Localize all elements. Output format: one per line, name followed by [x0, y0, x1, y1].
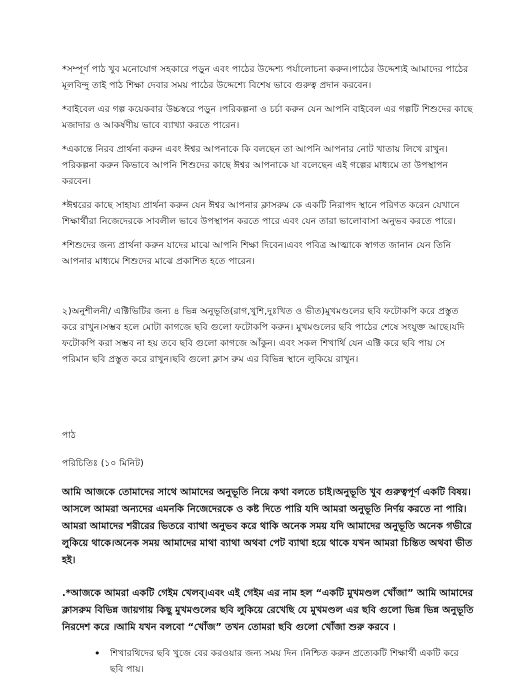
- prep-paragraph-5: *শিশুদের জন্য প্রার্থনা করুন যাদের মাঝে আপনি শিক্ষা দিবেন।এবং পবিত্র আত্মাকে স্বাগত জানান যেন তিনি আপনার মাধ্যমে শিশুদের মাঝে প্রকাশিত হতে পারেন।: [62, 240, 452, 267]
- prep-paragraph-1: *সম্পূর্ণ পাঠ খুব মনোযোগ সহকারে পড়ুন এবং পাঠের উদ্দেশ্য পর্যালোচনা করুন।পাঠের উদ্দেশ্যই আমাদের পাঠের মূলবিন্দু তাই পাঠ শিক্ষা দেবার সময় পাঠের উদ্দেশ্যে বিশেষ ভাবে গুরুত্ব প্রদান করবেন।: [62, 64, 469, 91]
- prep-paragraph-4: *ঈশ্বরের কাছে সাহায্য প্রার্থনা করুন যেন ঈশ্বর আপনার ক্লাসরুম কে একটি নিরাপদ স্থানে পরিণত করেন যেখানে শিক্ষার্থীরা নিজেদেরকে সাবলীল ভাবে উপস্থাপন করতে পারে এবং যেন তারা ভালোবাসা অনুভব করতে পারে।: [62, 200, 460, 227]
- spacer: [62, 376, 474, 428]
- prep-paragraph-2: *বাইবেল এর গল্প কয়েকবার উচ্চস্বরে পড়ুন ।পরিকল্পনা ও চর্চা করুন যেন আপনি বাইবেল এর গল্পটি শিশুদের কাছে মজাদার ও আকর্ষণীয় ভাবে ব্যাখ্যা করতে পারেন।: [62, 104, 473, 131]
- activity-paragraph: ২)অনুশীলনী/ এক্টিভিটির জন্য ৪ ভিন্ন অনুভূতি(রাগ,খুশি,দুঃখিত ও ভীত)মুখমণ্ডলের ছবি ফটোকপি করে প্রস্তুত করে রাখুন।সম্ভব হলে মোটা কাগজে ছবি গুলো ফটোকপি করুন। মুখমণ্ডলের ছবি পাঠের শেষে সংযুক্ত আছে।যদি ফটোকপি করা সম্ভব না হয় তবে ছবি গুলো কাগজে আঁকুন। এবং সকল শিখার্থি যেন এক্টি করে ছবি পায় সে পরিমান ছবি প্রস্তুত করে রাখুন।ছবি গুলো ক্লাস রুম এর বিভিন্ন স্থানে লুকিয়ে রাখুন।: [62, 306, 465, 365]
- intro-bold-paragraph: আমি আজকে তোমাদের সাথে আমাদের অনুভূতি নিয়ে কথা বলতে চাই।অনুভূতি খুব গুরুত্বপূর্ণ একটি বিষয়।আসলে আমরা অন্যদের এমনকি নিজেদেরকে ও কষ্ট দিতে পারি যদি আমরা অনুভূতি নির্ণয় করতে না পারি।আমরা আমাদের শরীরের ভিতরে ব্যাথা অনুভব করে থাকি অনেক সময় যদি আমাদের অনুভূতি অনেক গভীরে লুকিয়ে থাকে।অনেক সময় আমাদের মাথা ব্যাথা অথবা পেট ব্যাথা হয়ে থাকে যখন আমরা চিন্তিত অথবা ভীত হই।: [62, 487, 473, 566]
- intro-label: পরিচিতিঃ (১০ মিনিট): [62, 458, 144, 469]
- lesson-label: পাঠ: [62, 430, 76, 441]
- list-item: • শিখারথিদের ছবি খুজে বের করওয়ার জন্য সময় দিন ।নিশ্চিত করুন প্রত্যেকটি শিক্ষার্থী একটি করে ছবি পায়।: [110, 646, 474, 678]
- game-bold-paragraph: .*আজকে আমরা একটি গেইম খেলব্।এবং এই গেইম এর নাম হল “একটি মুখমণ্ডল খোঁজা” আমি আমাদের ক্লাসরুম বিভিন্ন জায়গায় কিছু মুখমণ্ডলের ছবি লুকিয়ে রেখেছি যে মুখমণ্ডল এর ছবি গুলো ভিন্ন ভিন্ন অনুভূতি নিরদেশ করে ।আমি যখন বলবো “খোঁজ” তখন তোমরা ছবি গুলো খোঁজা শুরু করবে ।: [62, 588, 474, 633]
- preparation-section: [62, 62, 474, 270]
- prep-paragraph-3: *একান্তে নিরব প্রার্থনা করুন এবং ঈশ্বর আপনাকে কি বলছেন তা আপনি আপনার নোট খাতায় লিখে রাখুন।পরিকল্পনা করুন কিভাবে আপনি শিশুদের কাছে ঈশ্বর আপনাকে যা বলেছেন এই গল্পের মাধ্যমে তা উপস্থাপন করবেন।: [62, 144, 448, 187]
- spacer: [62, 278, 474, 304]
- instruction-list: [62, 646, 474, 678]
